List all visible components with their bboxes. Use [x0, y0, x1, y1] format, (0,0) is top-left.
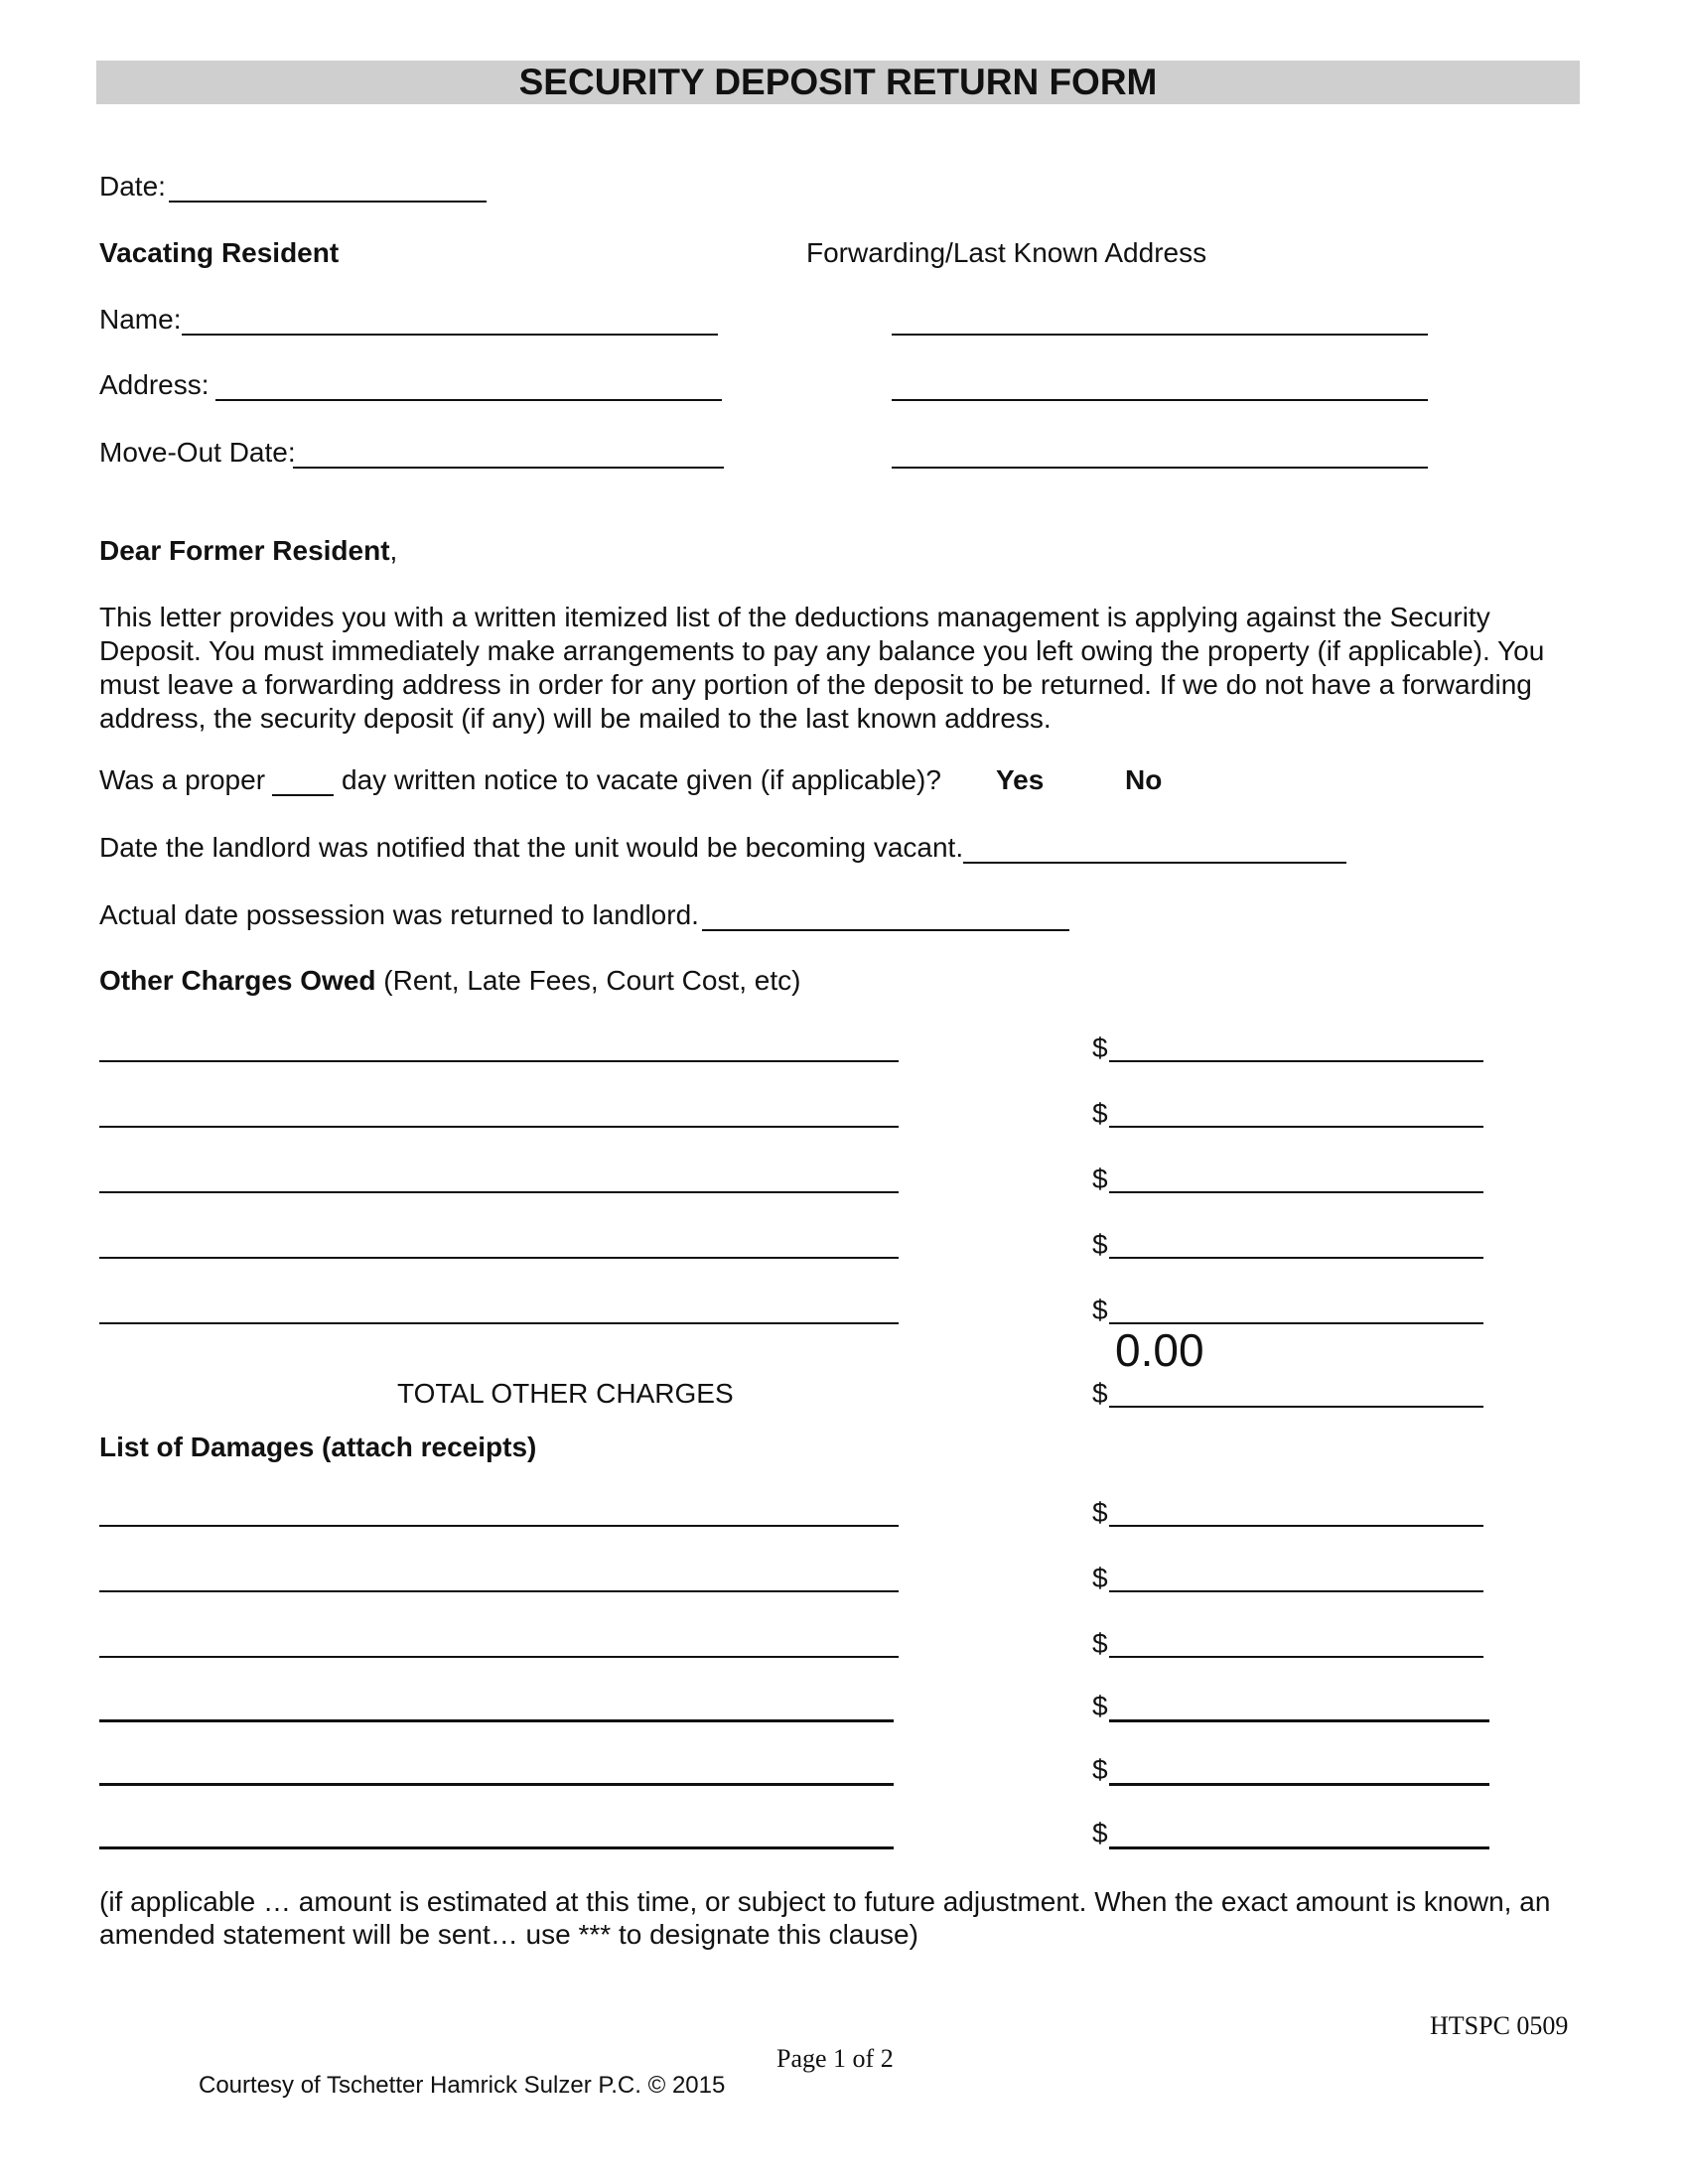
total-other-charges-value[interactable]: 0.00	[1115, 1324, 1204, 1376]
charge-description-2[interactable]	[99, 1126, 899, 1128]
moveout-date-field[interactable]	[293, 467, 724, 469]
notice-days-field[interactable]	[272, 794, 334, 796]
name-field[interactable]	[182, 334, 718, 336]
damage-description-5[interactable]	[99, 1783, 894, 1786]
charge-description-3[interactable]	[99, 1191, 899, 1193]
charge-currency-1: $	[1092, 1032, 1108, 1063]
damage-currency-4: $	[1092, 1691, 1108, 1721]
charge-description-1[interactable]	[99, 1060, 899, 1062]
charge-amount-4[interactable]	[1109, 1257, 1483, 1259]
total-other-charges-label: TOTAL OTHER CHARGES	[397, 1378, 734, 1409]
address-field[interactable]	[215, 399, 722, 401]
damage-description-4[interactable]	[99, 1719, 894, 1722]
damage-amount-1[interactable]	[1109, 1525, 1483, 1527]
damages-heading: List of Damages (attach receipts)	[99, 1432, 537, 1462]
date-field[interactable]	[169, 201, 487, 203]
damage-currency-1: $	[1092, 1497, 1108, 1528]
charge-amount-1[interactable]	[1109, 1060, 1483, 1062]
total-currency: $	[1092, 1378, 1108, 1409]
form-code: HTSPC 0509	[1430, 2011, 1569, 2040]
damage-amount-5[interactable]	[1109, 1783, 1489, 1786]
notice-question-pre: Was a proper	[99, 764, 266, 795]
damage-amount-6[interactable]	[1109, 1846, 1489, 1849]
forwarding-line-1[interactable]	[892, 334, 1428, 336]
date-label: Date:	[99, 171, 166, 202]
forwarding-line-2[interactable]	[892, 399, 1428, 401]
damage-currency-6: $	[1092, 1818, 1108, 1848]
damage-description-6[interactable]	[99, 1846, 894, 1849]
charge-currency-5: $	[1092, 1295, 1108, 1325]
notice-question-post: day written notice to vacate given (if applicable)?	[342, 764, 941, 795]
possession-date-field[interactable]	[702, 929, 1069, 931]
courtesy-line: Courtesy of Tschetter Hamrick Sulzer P.C. © 2015	[199, 2072, 726, 2099]
other-charges-title: Other Charges Owed	[99, 965, 376, 996]
yes-option[interactable]: Yes	[996, 764, 1045, 795]
damage-amount-2[interactable]	[1109, 1590, 1483, 1592]
charge-currency-4: $	[1092, 1229, 1108, 1260]
vacating-resident-heading: Vacating Resident	[99, 237, 340, 268]
damage-currency-5: $	[1092, 1754, 1108, 1785]
damage-amount-3[interactable]	[1109, 1656, 1483, 1658]
damage-currency-3: $	[1092, 1628, 1108, 1659]
letter-body: This letter provides you with a written itemized list of the deductions management is applying against the Security Deposit. You must immediately make arrangements to pay any balance you left owing the property (if applicable). You must leave a forwarding address in order for any portion of the deposit to be returned. If we do not have a forwarding address, the security deposit (if any) will be mailed to the last known address.	[99, 602, 1545, 734]
charge-description-5[interactable]	[99, 1322, 899, 1324]
damage-description-1[interactable]	[99, 1525, 899, 1527]
damage-amount-4[interactable]	[1109, 1719, 1489, 1722]
notified-date-field[interactable]	[963, 862, 1346, 864]
forwarding-line-3[interactable]	[892, 467, 1428, 469]
damage-currency-2: $	[1092, 1563, 1108, 1593]
notified-date-label: Date the landlord was notified that the unit would be becoming vacant.	[99, 832, 964, 863]
no-option[interactable]: No	[1125, 764, 1163, 795]
address-label: Address:	[99, 369, 210, 400]
damage-description-3[interactable]	[99, 1656, 899, 1658]
total-other-charges-field	[1109, 1406, 1483, 1408]
other-charges-note: (Rent, Late Fees, Court Cost, etc)	[383, 965, 801, 996]
page-number: Page 1 of 2	[776, 2044, 894, 2073]
greeting-comma: ,	[389, 535, 398, 566]
forwarding-address-heading: Forwarding/Last Known Address	[806, 237, 1207, 268]
charge-amount-3[interactable]	[1109, 1191, 1483, 1193]
greeting	[99, 535, 397, 567]
charge-description-4[interactable]	[99, 1257, 899, 1259]
name-label: Name:	[99, 304, 182, 335]
damage-description-2[interactable]	[99, 1590, 899, 1592]
charge-currency-3: $	[1092, 1163, 1108, 1194]
greeting-text: Dear Former Resident	[99, 535, 390, 566]
moveout-date-label: Move-Out Date:	[99, 437, 296, 468]
charge-amount-2[interactable]	[1109, 1126, 1483, 1128]
estimate-footnote: (if applicable … amount is estimated at this time, or subject to future adjustment. When the exact amount is known, an amended statement will be sent… use *** to designate this clause)	[99, 1886, 1551, 1950]
form-title: SECURITY DEPOSIT RETURN FORM	[96, 61, 1580, 104]
possession-date-label: Actual date possession was returned to landlord.	[99, 899, 699, 930]
charge-currency-2: $	[1092, 1098, 1108, 1129]
other-charges-heading	[99, 965, 800, 997]
